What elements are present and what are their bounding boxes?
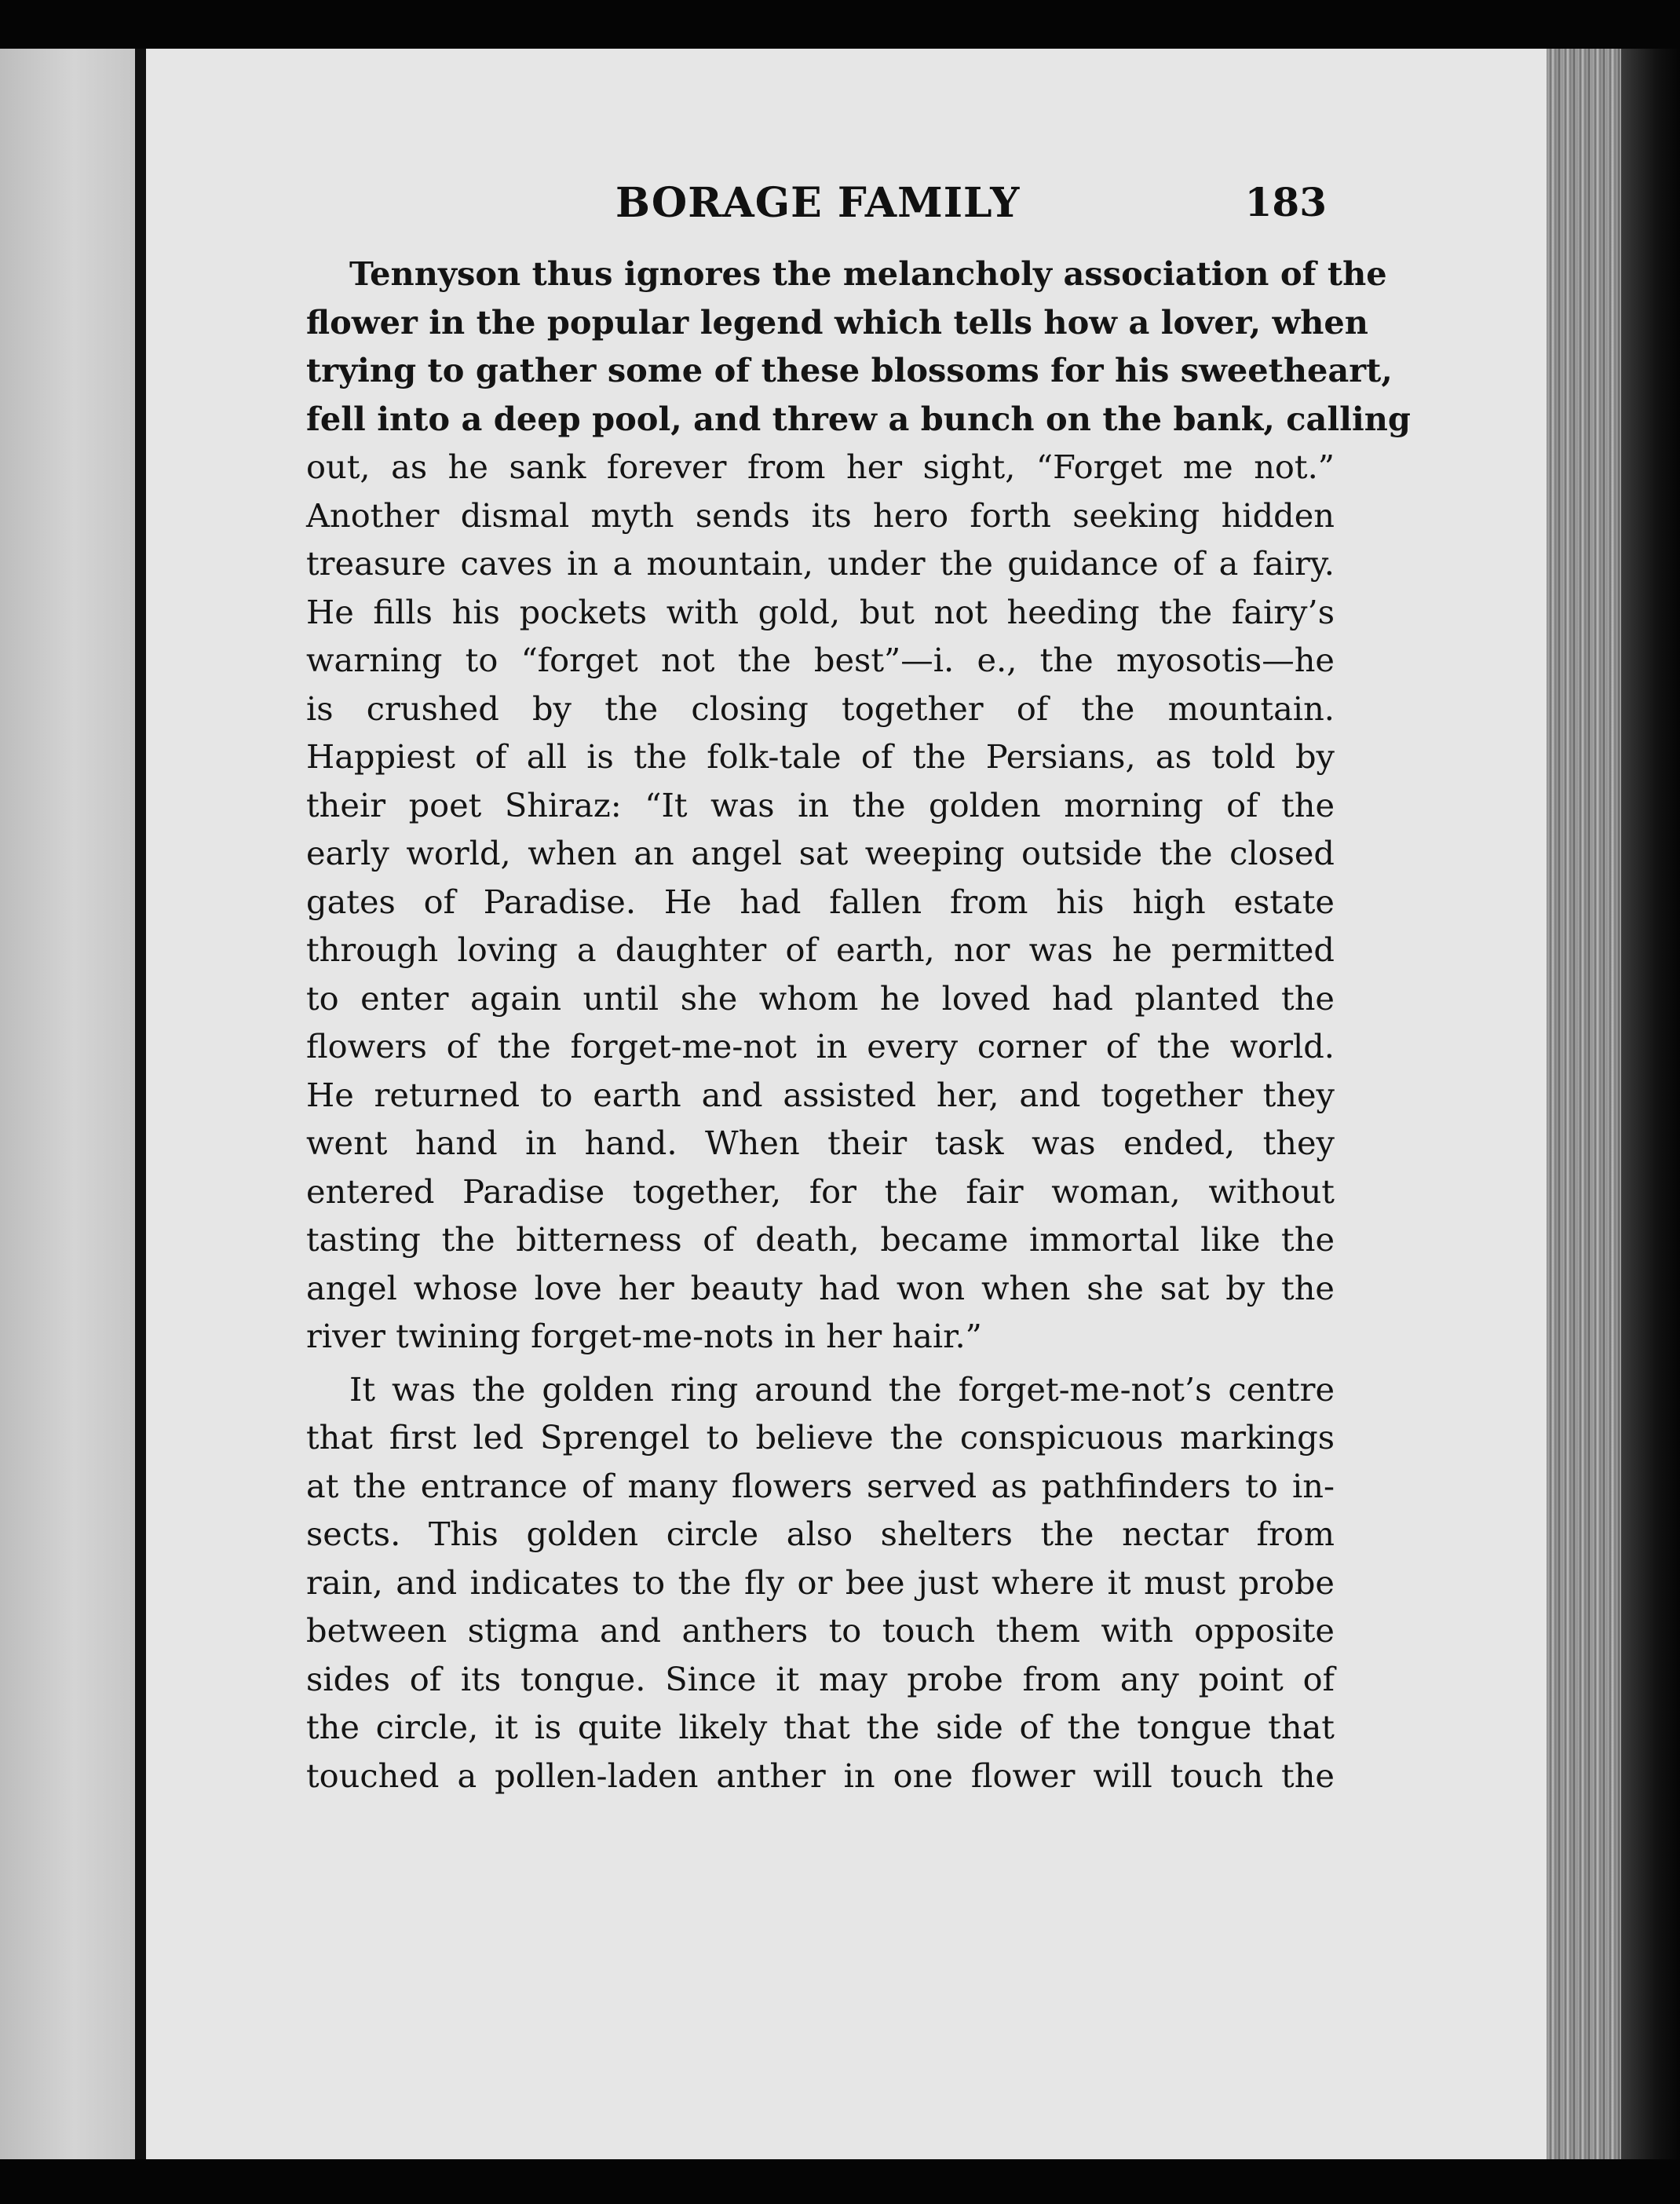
text-line: Tennyson thus ignores the melancholy association of the <box>349 254 1387 293</box>
text-line: out, as he sank forever from her sight, “Forget me not.” <box>306 448 1335 486</box>
text-line: touched a pollen-laden anther in one flower will touch the <box>306 1756 1335 1795</box>
text-line: He fills his pockets with gold, but not heeding the fairy’s <box>306 592 1335 631</box>
gutter-shadow <box>135 49 146 2159</box>
text-line: at the entrance of many flowers served as pathfinders to in- <box>306 1466 1335 1505</box>
page-edges <box>1547 49 1621 2159</box>
text-line: between stigma and anthers to touch them with opposite <box>306 1611 1335 1650</box>
text-line: is crushed by the closing together of the mountain. <box>306 689 1335 728</box>
edge-shadow <box>1621 49 1680 2159</box>
text-line: to enter again until she whom he loved had planted the <box>306 978 1335 1018</box>
text-line: Another dismal myth sends its hero forth seeking hidden <box>306 495 1335 535</box>
paragraph-2 <box>306 1365 1335 1800</box>
paragraph-1 <box>306 250 1411 1361</box>
text-line: trying to gather some of these blossoms for his sweetheart, <box>306 351 1393 389</box>
text-line: warning to “forget not the best”—i. e., the myosotis—he <box>306 641 1335 679</box>
text-line: He returned to earth and assisted her, and together they <box>306 1075 1335 1114</box>
text-line: tasting the bitterness of death, became immortal like the <box>306 1220 1335 1259</box>
page-header <box>306 179 1327 234</box>
text-line: the circle, it is quite likely that the side of the tongue that <box>306 1708 1335 1746</box>
facing-page-margin <box>0 49 135 2159</box>
text-line: It was the golden ring around the forget-me-not’s centre <box>349 1369 1335 1409</box>
text-line: treasure caves in a mountain, under the guidance of a fairy. <box>306 544 1335 583</box>
text-line: river twining forget-me-nots in her hair.” <box>306 1317 982 1355</box>
text-line: gates of Paradise. He had fallen from his high estate <box>306 882 1335 921</box>
text-line: went hand in hand. When their task was ended, they <box>306 1124 1335 1162</box>
text-line: flower in the popular legend which tells how a lover, when <box>306 302 1368 342</box>
text-line: Happiest of all is the folk-tale of the Persians, as told by <box>306 737 1335 776</box>
text-line: their poet Shiraz: “It was in the golden morning of the <box>306 785 1335 824</box>
text-line: flowers of the forget-me-not in every corner of the world. <box>306 1027 1335 1065</box>
body-text <box>306 250 1411 1800</box>
running-head: BORAGE FAMILY <box>615 179 1021 227</box>
page-number: 183 <box>1244 179 1327 225</box>
text-line: entered Paradise together, for the fair woman, without <box>306 1171 1335 1211</box>
text-line: rain, and indicates to the fly or bee just where it must probe <box>306 1563 1335 1602</box>
text-line: angel whose love her beauty had won when she sat by the <box>306 1268 1335 1307</box>
text-line: sects. This golden circle also shelters the nectar from <box>306 1515 1335 1553</box>
text-line: through loving a daughter of earth, nor was he permitted <box>306 930 1335 969</box>
text-line: early world, when an angel sat weeping outside the closed <box>306 834 1335 872</box>
text-line: fell into a deep pool, and threw a bunch on the bank, calling <box>306 399 1411 438</box>
text-line: that first led Sprengel to believe the conspicuous markings <box>306 1418 1335 1457</box>
text-line: sides of its tongue. Since it may probe from any point of <box>306 1659 1335 1698</box>
